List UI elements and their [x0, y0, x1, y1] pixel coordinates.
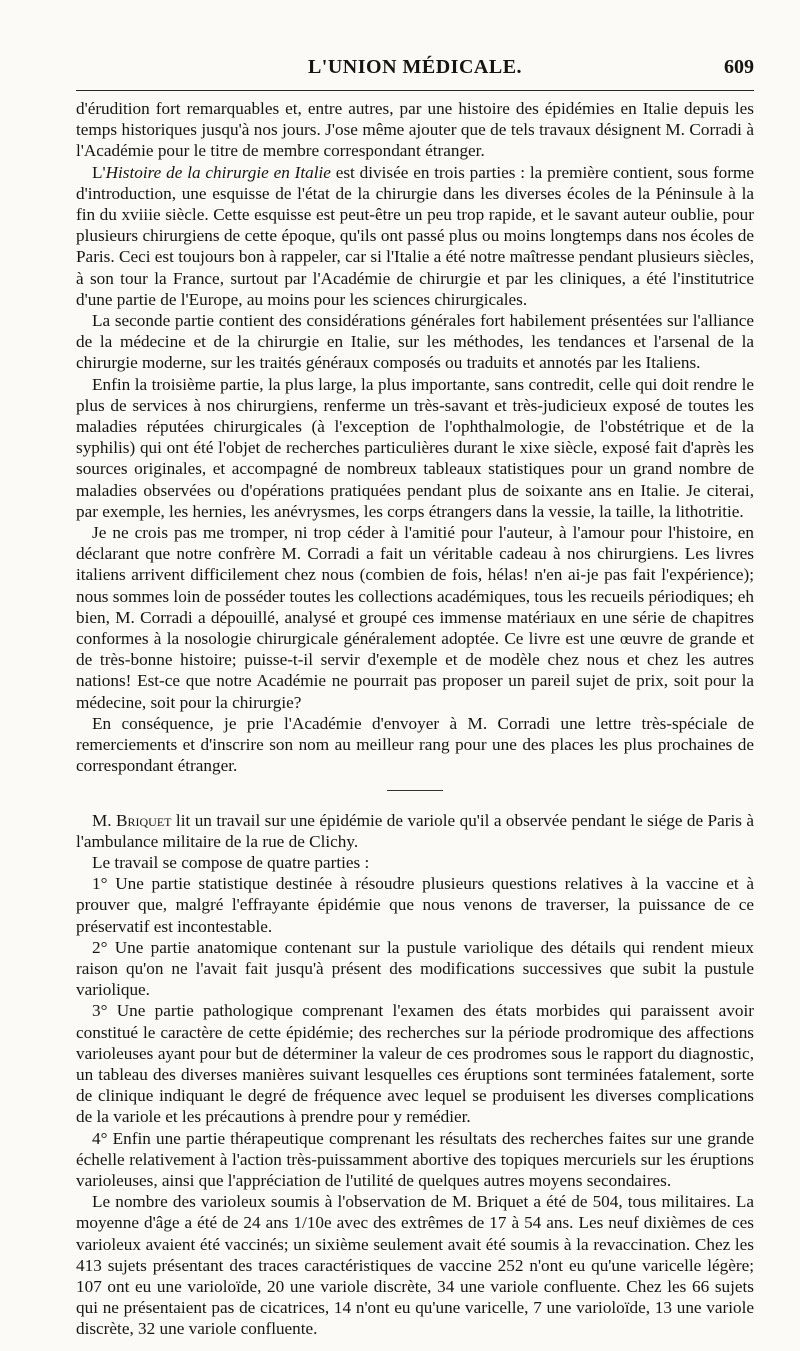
- page-number: 609: [724, 56, 754, 78]
- paragraph-7: [76, 810, 754, 852]
- page-header: [76, 0, 754, 82]
- book-title: Histoire de la chirurgie en Italie: [105, 162, 331, 182]
- header-rule: [76, 90, 754, 91]
- paragraph-2-prefix: L': [92, 162, 106, 182]
- list-item-3: 3° Une partie pathologique comprenant l'examen des états morbides qui paraissent avoir constitué le caractère de cette épidémie; des recherches sur la période prodromique des affections varioleuses ayant pour but de déterminer la valeur de ces prodromes sous le rapport du diagnostic, un tableau des diverses manières suivant lesquelles ces éruptions sont terminées fatalement, sorte de clinique indiquant le degré de fréquence avec lequel se produisent les diverses complications de la variole et les précautions à prendre pour y remédier.: [76, 1001, 754, 1127]
- paragraph-7-text: lit un travail sur une épidémie de variole qu'il a observée pendant le siége de Paris à l'ambulance militaire de la rue de Clichy.: [76, 810, 754, 851]
- paragraph-4: Enfin la troisième partie, la plus large, la plus importante, sans contredit, celle qui doit rendre le plus de services à nos chirurgiens, renferme un très-savant et très-judicieux exposé de toutes les maladies réputées chirurgicales (à l'exception de l'ophthalmologie, de l'obstétrique et de la syphilis) qui ont été l'objet de recherches particulières durant le xixe siècle, exposé fait d'après les sources originales, et accompagné de nombreux tableaux statistiques pour un grand nombre de maladies observées ou d'opérations pratiquées pendant plus de soixante ans en Italie. Je citerai, par exemple, les hernies, les anévrysmes, les corps étrangers dans la vessie, la taille, la lithotritie.: [76, 374, 754, 521]
- paragraph-2: [76, 162, 754, 310]
- article-body: [76, 98, 754, 1340]
- list-item-2: 2° Une partie anatomique contenant sur la pustule variolique des détails qui rendent mieux raison qu'on ne l'avait fait jusqu'à présent des modifications successives que subit la pustule variolique.: [76, 937, 754, 1000]
- paragraph-7-prefix: M.: [92, 810, 117, 830]
- paragraph-6: En conséquence, je prie l'Académie d'envoyer à M. Corradi une lettre très-spéciale de remerciements et d'inscrire son nom au meilleur rang pour une des places les plus prochaines de correspondant étranger.: [76, 713, 754, 776]
- paragraph-2-text: est divisée en trois parties : la première contient, sous forme d'introduction, une esquisse de l'état de la chirurgie dans les diverses écoles de la Péninsule à la fin du xviiie siècle. Cette esquisse est peut-être un peu trop rapide, et le savant auteur oublie, pour plusieurs chirurgiens de cette époque, qu'ils ont passé plus ou moins longtemps dans nos écoles de Paris. Ceci est toujours bon à rappeler, car si l'Italie a été notre maîtresse pendant plusieurs siècles, à son tour la France, surtout par l'Académie de chirurgie et par les cliniques, a été l'institutrice d'une partie de l'Europe, au moins pour les sciences chirurgicales.: [76, 162, 754, 309]
- running-title: L'UNION MÉDICALE.: [307, 56, 523, 78]
- paragraph-8: Le travail se compose de quatre parties :: [92, 852, 370, 872]
- list-item-4: 4° Enfin une partie thérapeutique comprenant les résultats des recherches faites sur une grande échelle relativement à l'action très-puissamment abortive des topiques mercuriels sur les éruptions varioleuses, ainsi que l'appréciation de l'utilité de quelques autres moyens secondaires.: [76, 1128, 754, 1190]
- list-item-1: 1° Une partie statistique destinée à résoudre plusieurs questions relatives à la vaccine et à prouver que, malgré l'effrayante épidémie que nous venons de traverser, la puissance de ce préservatif est incontestable.: [76, 874, 754, 936]
- author-name: Briquet: [116, 810, 172, 830]
- section-separator: [76, 786, 754, 800]
- paragraph-1: d'érudition fort remarquables et, entre autres, par une histoire des épidémies en Italie depuis les temps historiques jusqu'à nos jours. J'ose même ajouter que de tels travaux désignent M. Corradi à l'Académie pour le titre de membre correspondant étranger.: [76, 99, 754, 161]
- paragraph-5: Je ne crois pas me tromper, ni trop céder à l'amitié pour l'auteur, à l'amour pour l'histoire, en déclarant que notre confrère M. Corradi a fait un véritable cadeau à nos chirurgiens. Les livres italiens arrivent difficilement chez nous (combien de fois, hélas! n'en ai-je pas fait l'expérience); nous sommes loin de posséder toutes les collections académiques, tous les recueils périodiques; eh bien, M. Corradi a dépouillé, analysé et groupé ces immense matériaux en une série de chapitres conformes à la nosologie chirurgicale généralement adoptée. Ce livre est une œuvre de grande et de très-bonne histoire; puisse-t-il servir d'exemple et de modèle chez nous et chez les autres nations! Est-ce que notre Académie ne pourrait pas proposer un pareil sujet de prix, soit pour la médecine, soit pour la chirurgie?: [76, 523, 754, 712]
- paragraph-3: La seconde partie contient des considérations générales fort habilement présentées sur l'alliance de la médecine et de la chirurgie en Italie, sur les méthodes, les tendances et l'arsenal de la chirurgie moderne, sur les traités généraux composés ou traduits et annotés par les Italiens.: [76, 311, 754, 373]
- paragraph-13: Le nombre des varioleux soumis à l'observation de M. Briquet a été de 504, tous militaires. La moyenne d'âge a été de 24 ans 1/10e avec des extrêmes de 17 à 54 ans. Les neuf dixièmes de ces varioleux avaient été vaccinés; un sixième seulement avait été soumis à la revaccination. Chez les 413 sujets présentant des traces caractéristiques de vaccine 252 n'ont eu qu'une varicelle légère; 107 ont eu une varioloïde, 20 une variole discrète, 34 une variole confluente. Chez les 66 sujets qui ne présentaient pas de cicatrices, 14 n'ont eu qu'une varicelle, 7 une varioloïde, 13 une variole discrète, 32 une variole confluente.: [76, 1192, 754, 1339]
